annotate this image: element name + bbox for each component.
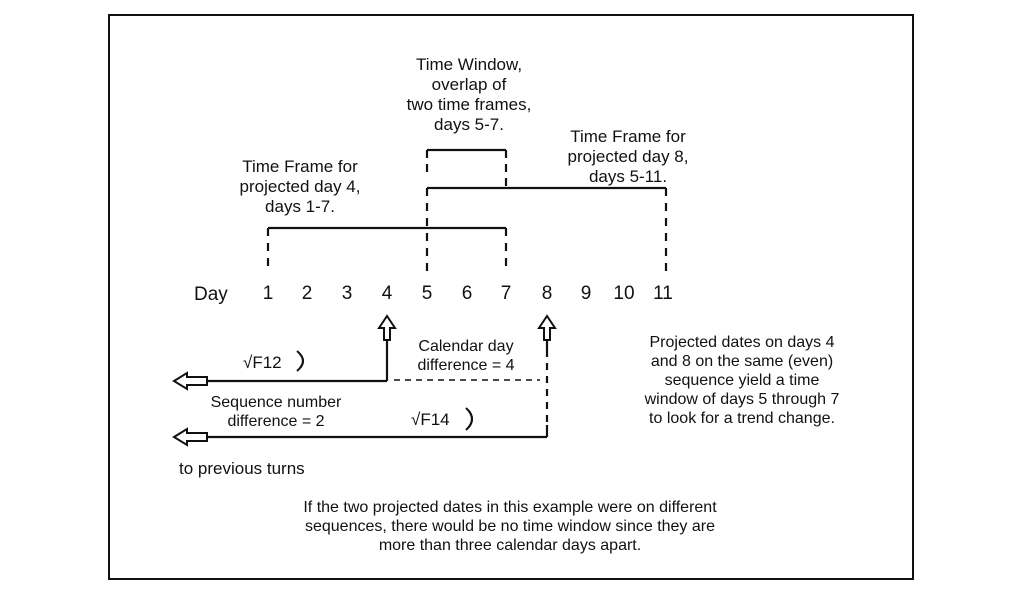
day-tick: 6 [461,283,473,304]
f12-left-arrow-icon [174,373,207,389]
day8-up-arrow-icon [539,316,555,340]
day4-up-arrow-icon [379,316,395,340]
projected-note: Projected dates on days 4 and 8 on the same (even) sequence yield a time window of days 5 through 7 to look for a trend change. [644,334,840,427]
previous-turns-label: to previous turns [179,459,305,478]
f12-label: √F12 [243,353,282,372]
day-tick: 9 [580,283,592,304]
f14-label: √F14 [411,410,450,429]
day-tick: 4 [381,283,393,304]
f14-left-arrow-icon [174,429,207,445]
day-tick: 2 [301,283,313,304]
day-tick: 3 [341,283,353,304]
f14-moon-inner-icon [469,411,472,427]
footer-note: If the two projected dates in this example were on different sequences, there would be no time window since they are more than three calendar days apart. [303,499,717,554]
day-tick: 11 [653,283,673,304]
calendar-diff-label: Calendar day difference = 4 [417,338,515,374]
sequence-diff-label: Sequence number difference = 2 [210,394,342,430]
day-tick: 5 [421,283,433,304]
f12-moon-inner-icon [300,354,303,368]
day-tick: 10 [613,283,635,304]
day-tick: 1 [262,283,274,304]
time-window-label: Time Window, overlap of two time frames, days 5-7. [406,55,532,134]
frame-day4-label: Time Frame for projected day 4, days 1-7. [239,157,361,216]
day-axis-label: Day [194,284,228,305]
day-tick: 7 [500,283,512,304]
day-tick: 8 [541,283,553,304]
frame-day8-label: Time Frame for projected day 8, days 5-11. [567,127,689,186]
